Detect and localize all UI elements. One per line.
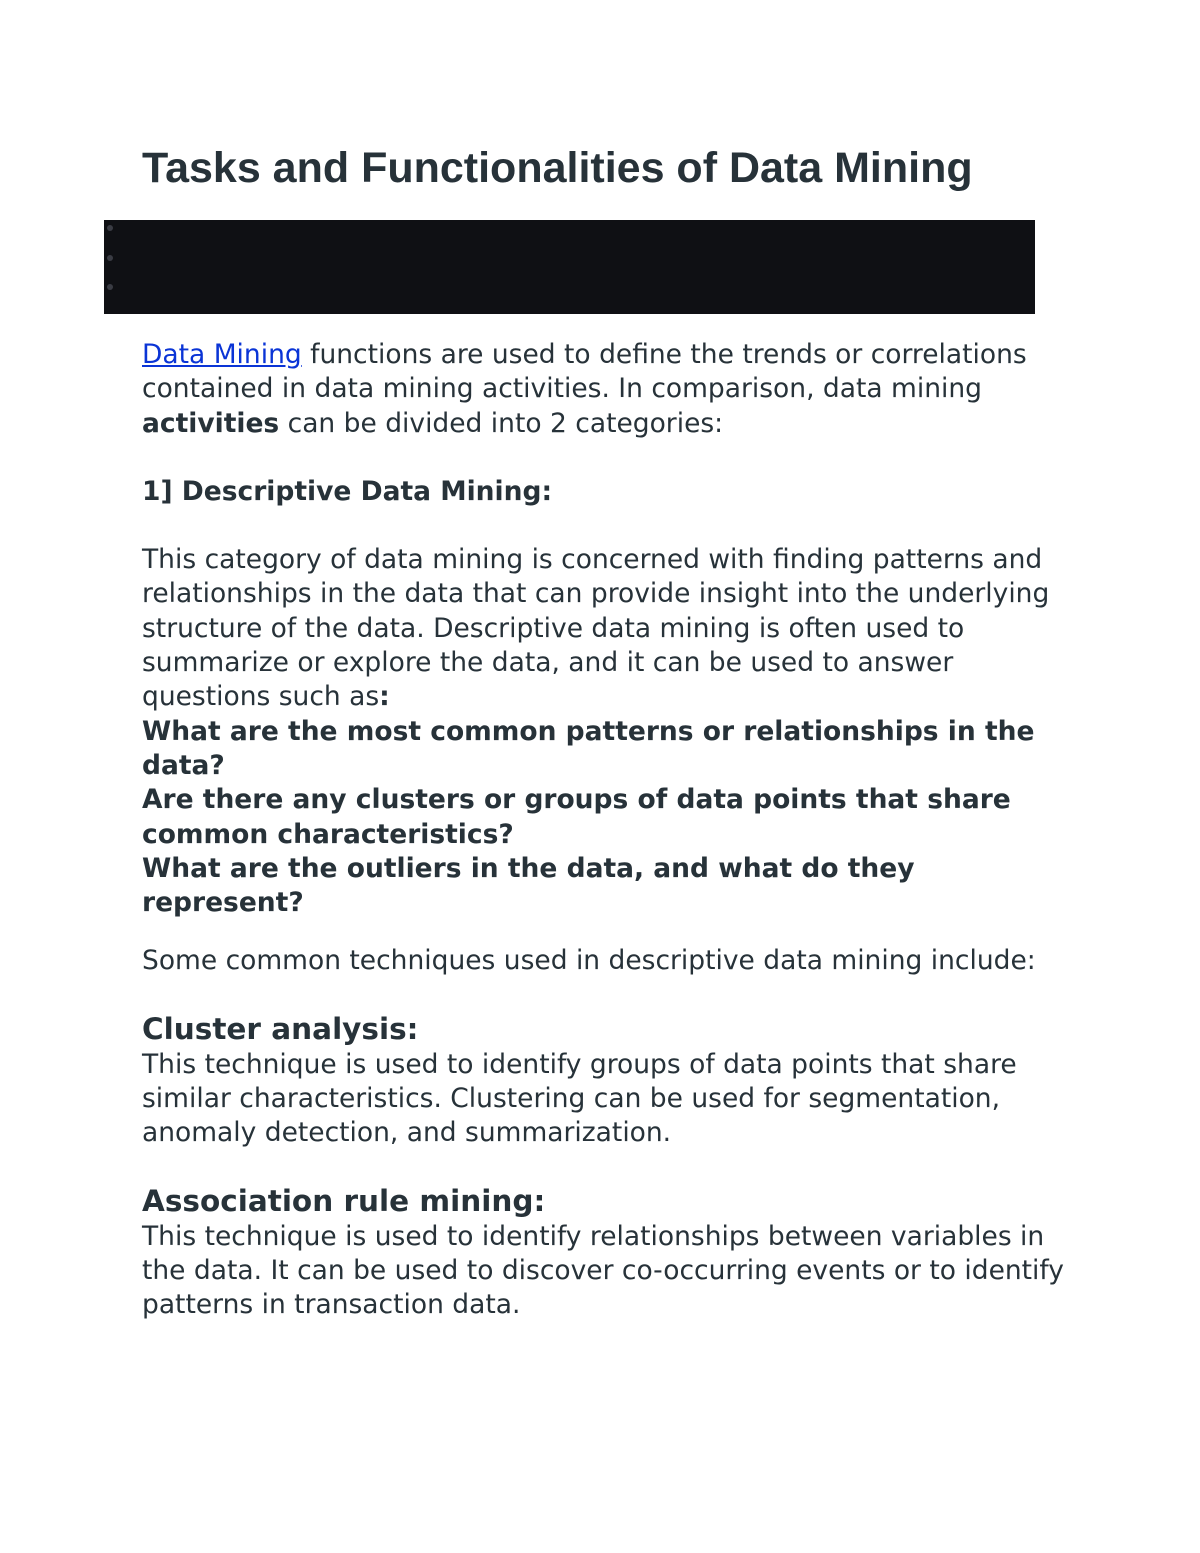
technique-body-cluster: This technique is used to identify groups of data points that share similar characteristics. Clustering can be used for segmentation, anomaly detection, and summarization.: [142, 1048, 1017, 1149]
technique-body-association: This technique is used to identify relationships between variables in the data. It can be used to discover co-occurring events or to identify patterns in transaction data.: [142, 1220, 1064, 1321]
descriptive-text: This category of data mining is concerned with finding patterns and relationships in the data that can provide insight into the underlying structure of the data. Descriptive data mining is often used to summarize or explore the data, and it can be used to answer questions such as: [142, 544, 1050, 713]
intro-text-1: functions are used to define the trends or correlations contained in data mining activities. In comparison, data mining: [142, 339, 1027, 405]
question-2: Are there any clusters or groups of data points that share common characteristics?: [142, 784, 1011, 850]
technique-heading-association: Association rule mining:: [142, 1183, 546, 1218]
descriptive-colon: :: [379, 681, 390, 713]
question-1: What are the most common patterns or relationships in the data?: [142, 715, 1035, 781]
descriptive-body: [142, 543, 1072, 714]
section-heading-descriptive: 1] Descriptive Data Mining:: [142, 475, 553, 507]
intro-text-2: can be divided into 2 categories:: [279, 407, 724, 439]
intro-bold: activities: [142, 407, 280, 439]
techniques-intro: Some common techniques used in descriptive data mining include:: [142, 945, 1036, 977]
question-3: What are the outliers in the data, and what do they represent?: [142, 852, 915, 919]
article-body: [142, 338, 1072, 1323]
bullet-dot: [107, 225, 113, 231]
bullet-dot: [107, 255, 113, 261]
intro-paragraph: [142, 338, 1072, 441]
data-mining-link[interactable]: Data Mining: [142, 339, 302, 370]
redacted-banner: [104, 220, 1035, 314]
technique-heading-cluster: Cluster analysis:: [142, 1011, 419, 1046]
page-title: Tasks and Functionalities of Data Mining: [142, 144, 973, 192]
bullet-dot: [107, 284, 113, 290]
